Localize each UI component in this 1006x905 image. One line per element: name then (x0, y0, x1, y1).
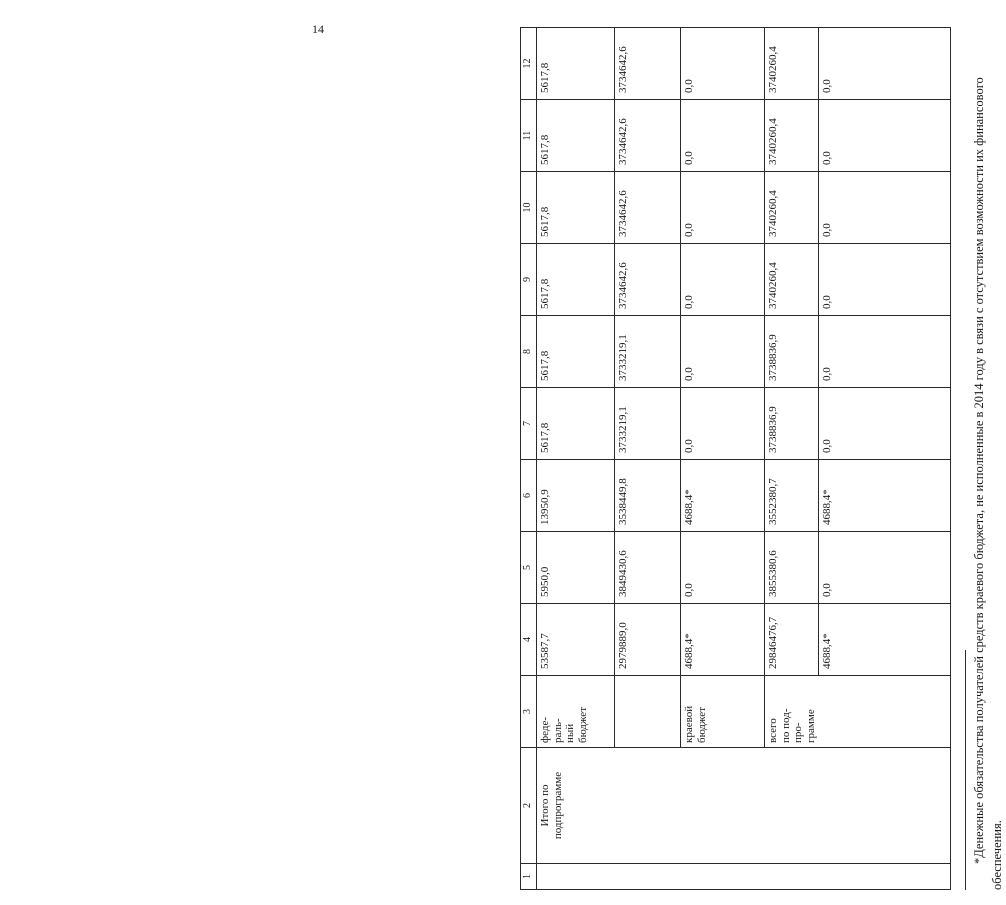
footnote: *Денежные обязательства получателей средств краевого бюджета, не исполненные в 2014 году в связи с отсутствием возможности их финансового обеспечения. (972, 77, 1005, 890)
value-cell: 5617,8 (537, 100, 615, 172)
column-header: 4 (521, 604, 537, 676)
value-cell: 4688,4* (819, 604, 951, 676)
value-cell: 3738836,9 (765, 388, 819, 460)
value-cell: 13950,9 (537, 460, 615, 532)
value-cell: 3740260,4 (765, 172, 819, 244)
footnote-divider (965, 650, 966, 890)
column-header: 9 (521, 244, 537, 316)
funding-source-cell (615, 676, 681, 748)
value-cell: 0,0 (819, 172, 951, 244)
table-row (537, 28, 615, 890)
row-number-cell (537, 864, 951, 890)
value-cell: 0,0 (819, 316, 951, 388)
value-cell: 3738836,9 (765, 316, 819, 388)
value-cell: 4688,4* (681, 460, 765, 532)
value-cell: 3734642,6 (615, 244, 681, 316)
value-cell: 5950,0 (537, 532, 615, 604)
value-cell: 0,0 (681, 28, 765, 100)
value-cell: 0,0 (819, 388, 951, 460)
value-cell: 3849430,6 (615, 532, 681, 604)
value-cell: 5617,8 (537, 388, 615, 460)
column-header: 6 (521, 460, 537, 532)
funding-source-label: всего по под- про- грамме (767, 708, 817, 743)
value-cell: 53587,7 (537, 604, 615, 676)
value-cell: 3734642,6 (615, 172, 681, 244)
column-header: 7 (521, 388, 537, 460)
column-header: 5 (521, 532, 537, 604)
value-cell: 2979889,0 (615, 604, 681, 676)
value-cell: 0,0 (681, 316, 765, 388)
funding-source-cell (537, 676, 615, 748)
value-cell: 5617,8 (537, 316, 615, 388)
column-header: 11 (521, 100, 537, 172)
column-header: 1 (521, 864, 537, 890)
value-cell: 0,0 (819, 532, 951, 604)
item-label-cell: Итого по подпрограмме (537, 748, 951, 864)
value-cell: 3740260,4 (765, 244, 819, 316)
column-header: 12 (521, 28, 537, 100)
value-cell: 5617,8 (537, 172, 615, 244)
table-header-row (521, 28, 537, 890)
funding-source-label: феде- раль- ный бюджет (539, 707, 589, 743)
value-cell: 0,0 (819, 28, 951, 100)
value-cell: 5617,8 (537, 244, 615, 316)
value-cell: 0,0 (681, 172, 765, 244)
value-cell: 0,0 (819, 100, 951, 172)
budget-table (520, 27, 951, 890)
funding-source-cell (681, 676, 765, 748)
column-header: 10 (521, 172, 537, 244)
column-header: 3 (521, 676, 537, 748)
value-cell: 3740260,4 (765, 100, 819, 172)
value-cell: 0,0 (681, 532, 765, 604)
funding-source-cell (765, 676, 951, 748)
rotated-page-content (520, 30, 1005, 890)
column-header: 8 (521, 316, 537, 388)
value-cell: 0,0 (819, 244, 951, 316)
value-cell: 3734642,6 (615, 100, 681, 172)
value-cell: 29846476,7 (765, 604, 819, 676)
value-cell: 3734642,6 (615, 28, 681, 100)
page-number: 14 (312, 22, 324, 36)
value-cell: 0,0 (681, 388, 765, 460)
value-cell: 5617,8 (537, 28, 615, 100)
value-cell: 4688,4* (819, 460, 951, 532)
value-cell: 3740260,4 (765, 28, 819, 100)
value-cell: 3733219,1 (615, 388, 681, 460)
value-cell: 3552380,7 (765, 460, 819, 532)
column-header: 2 (521, 748, 537, 864)
value-cell: 3733219,1 (615, 316, 681, 388)
value-cell: 3538449,8 (615, 460, 681, 532)
value-cell: 4688,4* (681, 604, 765, 676)
value-cell: 0,0 (681, 100, 765, 172)
value-cell: 0,0 (681, 244, 765, 316)
value-cell: 3855380,6 (765, 532, 819, 604)
funding-source-label: краевой бюджет (683, 705, 708, 743)
